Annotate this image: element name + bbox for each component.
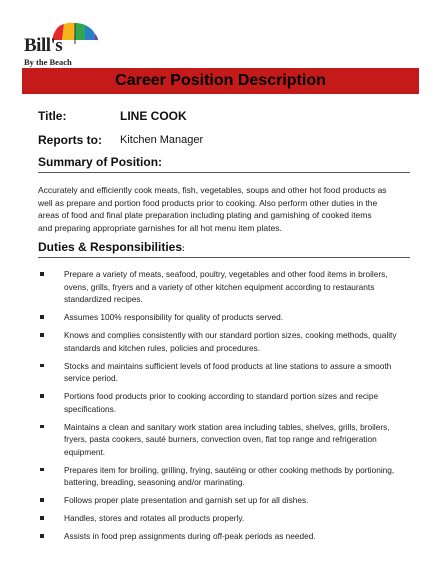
duty-text: Handles, stores and rotates all products properly. xyxy=(64,513,245,523)
bullet-icon xyxy=(40,364,44,368)
duty-text: Prepare a variety of meats, seafood, poultry, vegetables and other food items in broilers, ovens, grills, fryers and a variety of other kitchen equipment according to restaurants standardized recipes. xyxy=(64,269,388,304)
bullet-icon xyxy=(40,534,44,538)
list-item xyxy=(40,421,400,459)
title-value: LINE COOK xyxy=(120,109,187,123)
title-label: Title: xyxy=(38,109,67,123)
duty-text: Maintains a clean and sanitary work station area including tables, shelves, grills, broilers, fryers, pasta cookers, sauté burners, convection oven, flat top range and refrigeration equipment. xyxy=(64,421,390,457)
summary-heading-text: Summary of Position: xyxy=(38,155,163,169)
bullet-icon xyxy=(40,333,44,337)
duty-text: Prepares item for broiling, grilling, frying, sautéing or other cooking methods by portioning, battering, breading, seasoning and/or marinating. xyxy=(64,464,395,487)
logo-name: Bill's xyxy=(24,35,63,56)
duties-heading xyxy=(38,240,410,258)
page-title-banner: Career Position Description xyxy=(22,68,419,94)
company-logo xyxy=(22,22,112,70)
bullet-icon xyxy=(40,516,44,520)
list-item xyxy=(40,464,400,489)
list-item xyxy=(40,311,400,324)
list-item xyxy=(40,512,400,525)
duty-text: Follows proper plate presentation and garnish set up for all dishes. xyxy=(64,495,309,505)
list-item xyxy=(40,360,400,385)
reports-to-label: Reports to: xyxy=(38,133,102,147)
list-item xyxy=(40,329,400,354)
duties-list xyxy=(40,268,400,548)
duties-heading-text: Duties & Responsibilities xyxy=(38,240,183,254)
list-item xyxy=(40,268,400,306)
list-item xyxy=(40,530,400,543)
duty-text: Stocks and maintains sufficient levels of food products at line stations to assure a smooth service period. xyxy=(64,360,392,383)
summary-heading xyxy=(38,155,410,173)
logo-tagline: By the Beach xyxy=(24,57,72,67)
bullet-icon xyxy=(40,425,44,429)
bullet-icon xyxy=(40,315,44,319)
list-item xyxy=(40,390,400,415)
duty-text: Knows and complies consistently with our standard portion sizes, cooking methods, quality standards and kitchen rules, policies and procedures. xyxy=(64,330,397,353)
duty-text: Assumes 100% responsibility for quality of products served. xyxy=(64,312,284,322)
duties-heading-suffix: : xyxy=(182,244,185,253)
bullet-icon xyxy=(40,394,44,398)
list-item xyxy=(40,494,400,507)
bullet-icon xyxy=(40,272,44,276)
duty-text: Portions food products prior to cooking according to standard portion sizes and recipe specifications. xyxy=(64,391,379,414)
bullet-icon xyxy=(40,468,44,472)
reports-to-value: Kitchen Manager xyxy=(120,134,204,146)
duty-text: Assists in food prep assignments during off-peak periods as needed. xyxy=(64,531,316,541)
summary-text: Accurately and efficiently cook meats, fish, vegetables, soups and other hot food products as well as prepare and portion food products prior to cooking. Also perform other duties in the areas of food and final plate preparation including plating and garnishing of cooked items and preparing appropriate garnishes for all hot menu item plates. xyxy=(38,185,387,233)
bullet-icon xyxy=(40,498,44,502)
